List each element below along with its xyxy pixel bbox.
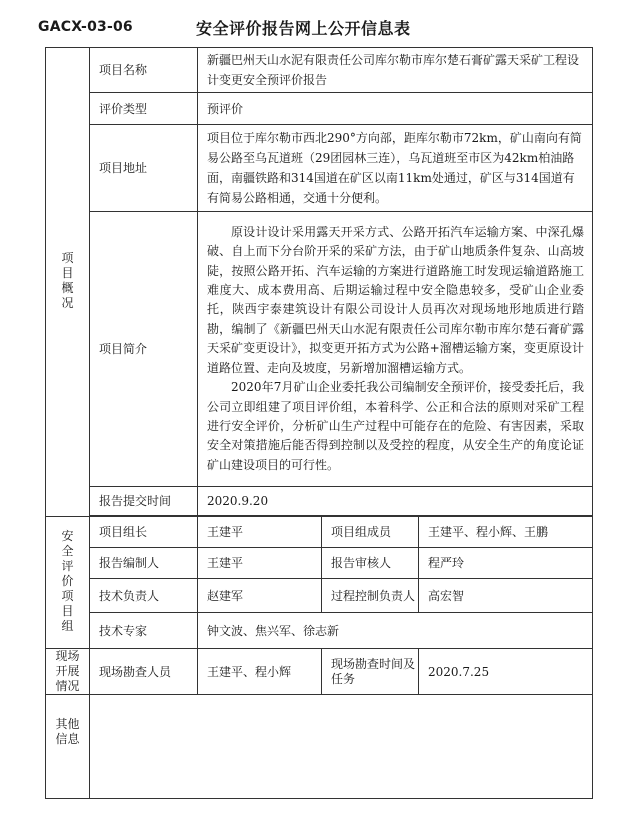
tech-lead-label: 技术负责人 (90, 579, 198, 613)
section-overview (46, 48, 90, 517)
section-team-label: 安全评价项目组 (61, 529, 74, 633)
info-table (45, 47, 593, 799)
editor-value: 王建平 (198, 548, 322, 579)
intro-label: 项目简介 (90, 212, 198, 487)
submit-date-label: 报告提交时间 (90, 487, 198, 516)
inspection-time-value: 2020.7.25 (419, 649, 593, 695)
reviewer-value: 程严玲 (419, 548, 593, 579)
submit-date-value: 2020.9.20 (198, 487, 593, 516)
other-info-value (90, 695, 593, 799)
address-label: 项目地址 (90, 125, 198, 212)
section-other-label: 其他信息 (55, 717, 80, 746)
project-name-value: 新疆巴州天山水泥有限责任公司库尔勒市库尔楚石膏矿露天采矿工程设计变更安全预评价报告 (198, 48, 593, 93)
tech-lead-value: 赵建军 (198, 579, 322, 613)
members-value: 王建平、程小辉、王鹏 (419, 517, 593, 548)
leader-label: 项目组长 (90, 517, 198, 548)
section-site (46, 649, 90, 695)
inspection-time-label: 现场勘查时间及任务 (322, 649, 419, 695)
address-value: 项目位于库尔勒市西北290°方向部，距库尔勒市72km，矿山南向有简易公路至乌瓦道班（29团园林三连），乌瓦道班至市区为42km柏油路面，南疆铁路和314国道在矿区以南11km处通过，矿区与314国道有有简易公路相通，交通十分便利。 (198, 125, 593, 212)
document-code: GACX-03-06 (38, 19, 133, 35)
editor-label: 报告编制人 (90, 548, 198, 579)
experts-label: 技术专家 (90, 613, 198, 649)
project-name-label: 项目名称 (90, 48, 198, 93)
intro-paragraph-2: 2020年7月矿山企业委托我公司编制安全预评价，接受委托后，我公司立即组建了项目评价组，本着科学、公正和合法的原则对采矿工程进行安全评价，分析矿山生产过程中可能存在的危险、有害因素，采取安全对策措施后能否得到控制以及受控的程度，从安全生产的角度论证矿山建设项目的可行性。 (207, 380, 585, 472)
members-label: 项目组成员 (322, 517, 419, 548)
eval-type-value: 预评价 (198, 93, 593, 125)
section-site-label: 现场开展情况 (55, 649, 80, 693)
document-title: 安全评价报告网上公开信息表 (196, 19, 411, 38)
reviewer-label: 报告审核人 (322, 548, 419, 579)
intro-paragraph-1: 原设计设计采用露天开采方式、公路开拓汽车运输方案、中深孔爆破、自上而下分台阶开采的采矿方法，由于矿山地质条件复杂、山高坡陡，按照公路开拓、汽车运输的方案进行道路施工时发现运输道路施工难度大、成本费用高、后期运输过程中安全隐患较多，受矿山企业委托，陕西宇泰建筑设计有限公司设计人员再次对现场地形地质进行踏勘，编制了《新疆巴州天山水泥有限责任公司库尔勒市库尔楚石膏矿露天采矿变更设计》，拟变更开拓方式为公路+溜槽运输方案，变更原设计道路位置、走向及坡度，另新增加溜槽运输方式。 (207, 224, 585, 375)
eval-type-label: 评价类型 (90, 93, 198, 125)
section-team (46, 517, 90, 649)
inspectors-value: 王建平、程小辉 (198, 649, 322, 695)
section-overview-label: 项目概况 (61, 251, 74, 310)
leader-value: 王建平 (198, 517, 322, 548)
process-lead-value: 高宏智 (419, 579, 593, 613)
process-lead-label: 过程控制负责人 (322, 579, 419, 613)
section-other (46, 695, 90, 799)
intro-value (198, 212, 593, 487)
inspectors-label: 现场勘查人员 (90, 649, 198, 695)
experts-value: 钟文波、焦兴军、徐志新 (198, 613, 593, 649)
